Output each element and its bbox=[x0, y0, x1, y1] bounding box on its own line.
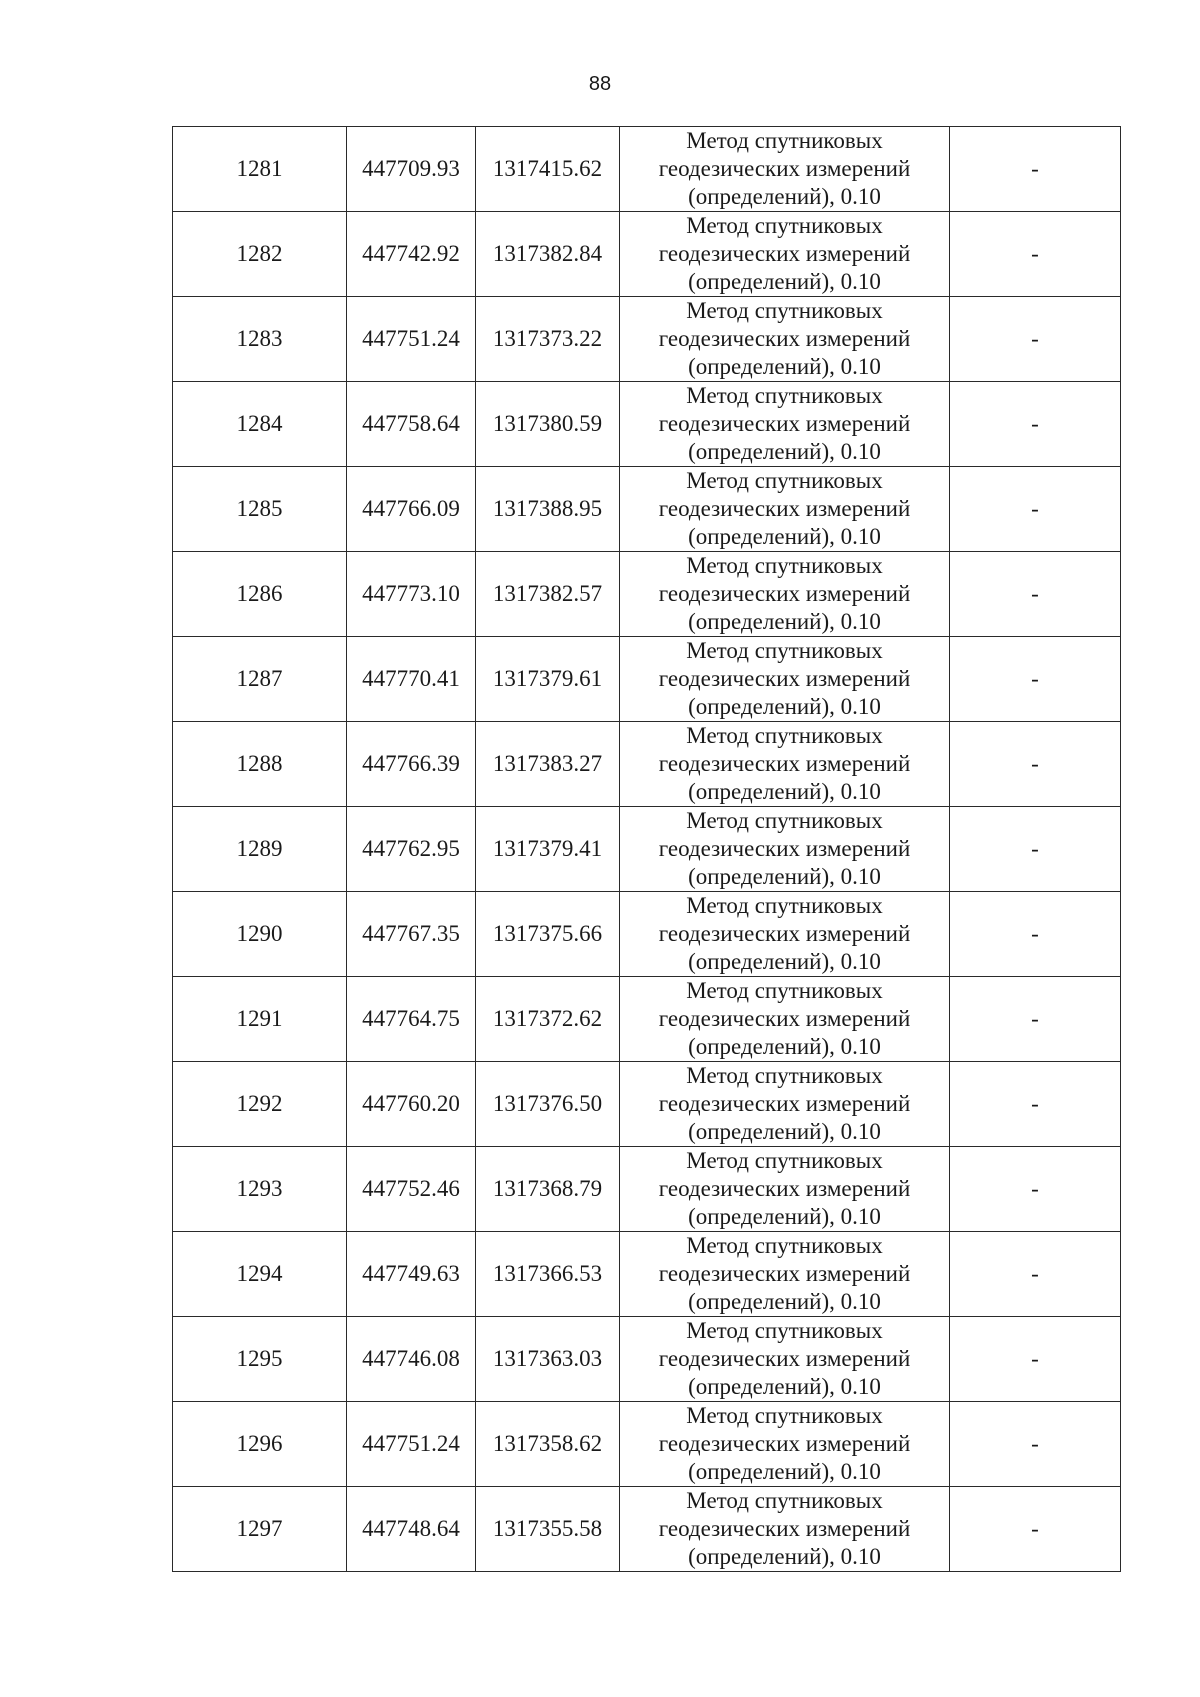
note-cell: - bbox=[950, 892, 1121, 977]
table-row bbox=[173, 1232, 1121, 1317]
method-line: Метод спутниковых bbox=[686, 383, 883, 408]
method-line: Метод спутниковых bbox=[686, 128, 883, 153]
method-line: Метод спутниковых bbox=[686, 553, 883, 578]
y-coordinate-cell: 1317379.61 bbox=[476, 637, 620, 722]
y-coordinate-cell: 1317375.66 bbox=[476, 892, 620, 977]
method-cell bbox=[620, 127, 950, 212]
method-line: геодезических измерений bbox=[658, 411, 911, 436]
table-row bbox=[173, 1317, 1121, 1402]
y-coordinate-cell: 1317388.95 bbox=[476, 467, 620, 552]
table-row bbox=[173, 892, 1121, 977]
method-line: (определений), 0.10 bbox=[688, 609, 881, 634]
method-line: геодезических измерений bbox=[658, 1261, 911, 1286]
method-line: геодезических измерений bbox=[658, 921, 911, 946]
table-row bbox=[173, 637, 1121, 722]
method-cell bbox=[620, 382, 950, 467]
point-number-cell: 1289 bbox=[173, 807, 347, 892]
method-line: (определений), 0.10 bbox=[688, 184, 881, 209]
note-cell: - bbox=[950, 1232, 1121, 1317]
y-coordinate-cell: 1317382.57 bbox=[476, 552, 620, 637]
y-coordinate-cell: 1317366.53 bbox=[476, 1232, 620, 1317]
point-number-cell: 1292 bbox=[173, 1062, 347, 1147]
x-coordinate-cell: 447767.35 bbox=[347, 892, 476, 977]
method-line: Метод спутниковых bbox=[686, 1063, 883, 1088]
point-number-cell: 1297 bbox=[173, 1487, 347, 1572]
point-number-cell: 1294 bbox=[173, 1232, 347, 1317]
note-cell: - bbox=[950, 1487, 1121, 1572]
method-line: (определений), 0.10 bbox=[688, 439, 881, 464]
x-coordinate-cell: 447742.92 bbox=[347, 212, 476, 297]
x-coordinate-cell: 447773.10 bbox=[347, 552, 476, 637]
point-number-cell: 1291 bbox=[173, 977, 347, 1062]
x-coordinate-cell: 447758.64 bbox=[347, 382, 476, 467]
point-number-cell: 1281 bbox=[173, 127, 347, 212]
x-coordinate-cell: 447762.95 bbox=[347, 807, 476, 892]
method-line: Метод спутниковых bbox=[686, 1233, 883, 1258]
x-coordinate-cell: 447764.75 bbox=[347, 977, 476, 1062]
y-coordinate-cell: 1317372.62 bbox=[476, 977, 620, 1062]
table-row bbox=[173, 297, 1121, 382]
note-cell: - bbox=[950, 467, 1121, 552]
method-line: Метод спутниковых bbox=[686, 298, 883, 323]
y-coordinate-cell: 1317415.62 bbox=[476, 127, 620, 212]
table-row bbox=[173, 552, 1121, 637]
method-line: Метод спутниковых bbox=[686, 1318, 883, 1343]
point-number-cell: 1290 bbox=[173, 892, 347, 977]
method-line: (определений), 0.10 bbox=[688, 779, 881, 804]
x-coordinate-cell: 447766.39 bbox=[347, 722, 476, 807]
method-line: геодезических измерений bbox=[658, 1516, 911, 1541]
table-row bbox=[173, 1402, 1121, 1487]
method-line: (определений), 0.10 bbox=[688, 1459, 881, 1484]
method-line: (определений), 0.10 bbox=[688, 1034, 881, 1059]
y-coordinate-cell: 1317380.59 bbox=[476, 382, 620, 467]
method-line: геодезических измерений bbox=[658, 666, 911, 691]
point-number-cell: 1288 bbox=[173, 722, 347, 807]
point-number-cell: 1284 bbox=[173, 382, 347, 467]
table-row bbox=[173, 382, 1121, 467]
method-line: (определений), 0.10 bbox=[688, 524, 881, 549]
note-cell: - bbox=[950, 1147, 1121, 1232]
note-cell: - bbox=[950, 127, 1121, 212]
note-cell: - bbox=[950, 382, 1121, 467]
table-row bbox=[173, 722, 1121, 807]
method-line: (определений), 0.10 bbox=[688, 1544, 881, 1569]
method-line: геодезических измерений bbox=[658, 496, 911, 521]
method-cell bbox=[620, 212, 950, 297]
x-coordinate-cell: 447751.24 bbox=[347, 297, 476, 382]
table-row bbox=[173, 1147, 1121, 1232]
method-line: Метод спутниковых bbox=[686, 723, 883, 748]
method-cell bbox=[620, 1062, 950, 1147]
note-cell: - bbox=[950, 807, 1121, 892]
method-line: Метод спутниковых bbox=[686, 893, 883, 918]
note-cell: - bbox=[950, 552, 1121, 637]
method-cell bbox=[620, 552, 950, 637]
x-coordinate-cell: 447751.24 bbox=[347, 1402, 476, 1487]
method-line: (определений), 0.10 bbox=[688, 949, 881, 974]
note-cell: - bbox=[950, 722, 1121, 807]
y-coordinate-cell: 1317355.58 bbox=[476, 1487, 620, 1572]
coordinates-table bbox=[172, 126, 1121, 1572]
y-coordinate-cell: 1317376.50 bbox=[476, 1062, 620, 1147]
note-cell: - bbox=[950, 212, 1121, 297]
note-cell: - bbox=[950, 1062, 1121, 1147]
coordinates-table-body bbox=[173, 127, 1121, 1572]
table-row bbox=[173, 1062, 1121, 1147]
table-row bbox=[173, 1487, 1121, 1572]
method-line: (определений), 0.10 bbox=[688, 694, 881, 719]
method-line: геодезических измерений bbox=[658, 751, 911, 776]
method-line: Метод спутниковых bbox=[686, 638, 883, 663]
method-line: (определений), 0.10 bbox=[688, 1374, 881, 1399]
note-cell: - bbox=[950, 297, 1121, 382]
method-line: геодезических измерений bbox=[658, 326, 911, 351]
point-number-cell: 1283 bbox=[173, 297, 347, 382]
method-line: геодезических измерений bbox=[658, 581, 911, 606]
x-coordinate-cell: 447709.93 bbox=[347, 127, 476, 212]
method-line: (определений), 0.10 bbox=[688, 1204, 881, 1229]
point-number-cell: 1287 bbox=[173, 637, 347, 722]
x-coordinate-cell: 447752.46 bbox=[347, 1147, 476, 1232]
method-line: геодезических измерений bbox=[658, 1006, 911, 1031]
method-cell bbox=[620, 722, 950, 807]
y-coordinate-cell: 1317363.03 bbox=[476, 1317, 620, 1402]
note-cell: - bbox=[950, 1402, 1121, 1487]
method-line: (определений), 0.10 bbox=[688, 269, 881, 294]
y-coordinate-cell: 1317379.41 bbox=[476, 807, 620, 892]
y-coordinate-cell: 1317382.84 bbox=[476, 212, 620, 297]
method-line: (определений), 0.10 bbox=[688, 354, 881, 379]
table-row bbox=[173, 807, 1121, 892]
point-number-cell: 1293 bbox=[173, 1147, 347, 1232]
method-line: Метод спутниковых bbox=[686, 1488, 883, 1513]
method-cell bbox=[620, 807, 950, 892]
method-line: Метод спутниковых bbox=[686, 1403, 883, 1428]
y-coordinate-cell: 1317358.62 bbox=[476, 1402, 620, 1487]
y-coordinate-cell: 1317368.79 bbox=[476, 1147, 620, 1232]
table-row bbox=[173, 467, 1121, 552]
x-coordinate-cell: 447748.64 bbox=[347, 1487, 476, 1572]
method-line: геодезических измерений bbox=[658, 1091, 911, 1116]
y-coordinate-cell: 1317373.22 bbox=[476, 297, 620, 382]
x-coordinate-cell: 447749.63 bbox=[347, 1232, 476, 1317]
method-line: геодезических измерений bbox=[658, 1176, 911, 1201]
point-number-cell: 1282 bbox=[173, 212, 347, 297]
x-coordinate-cell: 447746.08 bbox=[347, 1317, 476, 1402]
method-cell bbox=[620, 467, 950, 552]
method-line: Метод спутниковых bbox=[686, 978, 883, 1003]
method-line: Метод спутниковых bbox=[686, 808, 883, 833]
method-cell bbox=[620, 1147, 950, 1232]
method-cell bbox=[620, 892, 950, 977]
method-cell bbox=[620, 1487, 950, 1572]
point-number-cell: 1295 bbox=[173, 1317, 347, 1402]
note-cell: - bbox=[950, 1317, 1121, 1402]
x-coordinate-cell: 447766.09 bbox=[347, 467, 476, 552]
method-line: геодезических измерений bbox=[658, 836, 911, 861]
point-number-cell: 1296 bbox=[173, 1402, 347, 1487]
table-row bbox=[173, 212, 1121, 297]
method-cell bbox=[620, 1402, 950, 1487]
method-line: геодезических измерений bbox=[658, 1431, 911, 1456]
x-coordinate-cell: 447770.41 bbox=[347, 637, 476, 722]
page-number: 88 bbox=[588, 73, 612, 95]
method-line: (определений), 0.10 bbox=[688, 864, 881, 889]
method-line: Метод спутниковых bbox=[686, 213, 883, 238]
table-row bbox=[173, 977, 1121, 1062]
method-cell bbox=[620, 977, 950, 1062]
y-coordinate-cell: 1317383.27 bbox=[476, 722, 620, 807]
method-cell bbox=[620, 637, 950, 722]
method-cell bbox=[620, 1317, 950, 1402]
note-cell: - bbox=[950, 637, 1121, 722]
point-number-cell: 1286 bbox=[173, 552, 347, 637]
method-line: геодезических измерений bbox=[658, 156, 911, 181]
method-line: геодезических измерений bbox=[658, 1346, 911, 1371]
table-row bbox=[173, 127, 1121, 212]
method-line: Метод спутниковых bbox=[686, 468, 883, 493]
method-line: геодезических измерений bbox=[658, 241, 911, 266]
method-cell bbox=[620, 297, 950, 382]
x-coordinate-cell: 447760.20 bbox=[347, 1062, 476, 1147]
method-line: Метод спутниковых bbox=[686, 1148, 883, 1173]
method-line: (определений), 0.10 bbox=[688, 1119, 881, 1144]
method-cell bbox=[620, 1232, 950, 1317]
method-line: (определений), 0.10 bbox=[688, 1289, 881, 1314]
note-cell: - bbox=[950, 977, 1121, 1062]
point-number-cell: 1285 bbox=[173, 467, 347, 552]
